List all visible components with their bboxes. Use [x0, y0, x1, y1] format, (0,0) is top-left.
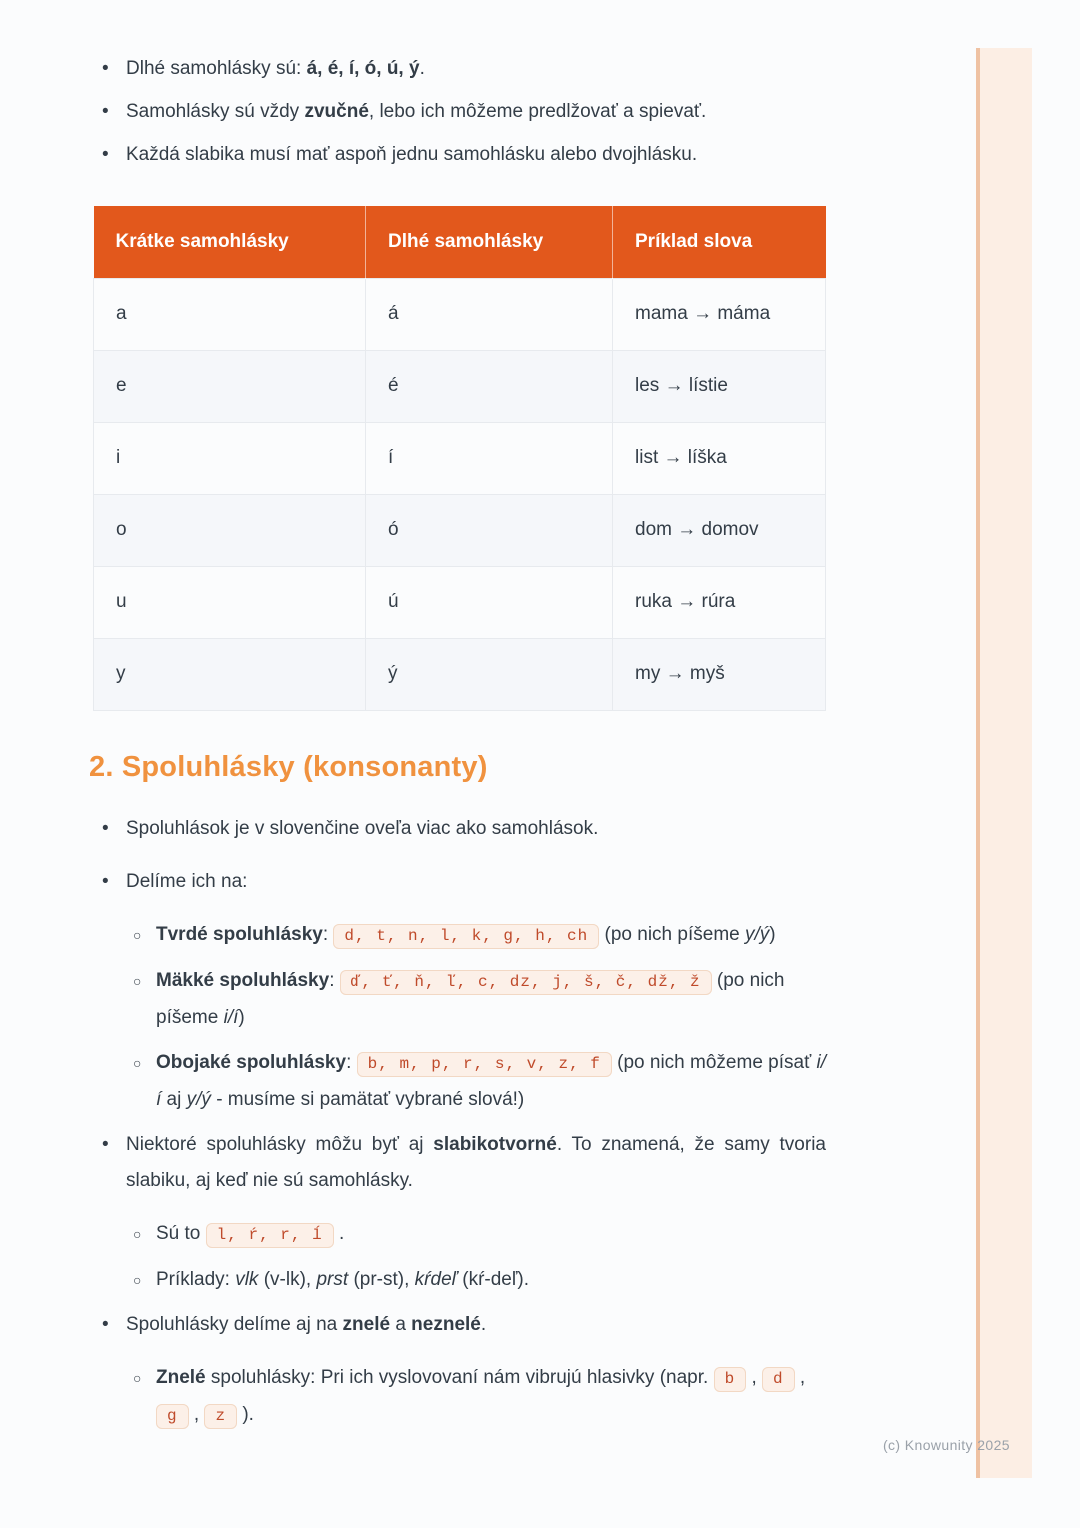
table-row: [94, 278, 826, 350]
vowel-table: [93, 206, 826, 711]
copyright-watermark: (c) Knowunity 2025: [882, 1437, 1010, 1453]
circle-bullet-icon: ○: [133, 1225, 142, 1242]
consonants-bullet-list: [93, 811, 826, 1434]
code-chip: d: [762, 1367, 795, 1392]
page-edge-strip: [976, 48, 1032, 1478]
bullet-text: Obojaké spoluhlásky: b, m, p, r, s, v, z, f (po nich môžeme písať i/í aj y/ý - musíme si pamätať vybrané slová!): [156, 1051, 826, 1110]
list-item: [93, 1307, 826, 1343]
list-item: [93, 1127, 826, 1199]
table-cell: ó: [366, 494, 613, 566]
table-header-cell: Príklad slova: [613, 206, 826, 278]
vowel-table-body: [94, 278, 826, 710]
table-row: [94, 566, 826, 638]
section-title: 2. Spoluhlásky (konsonanty): [89, 750, 488, 783]
list-item: [133, 1216, 826, 1253]
table-row: [94, 638, 826, 710]
table-header-row: [94, 206, 826, 278]
table-cell: dom → domov: [613, 494, 826, 566]
table-cell: ý: [366, 638, 613, 710]
code-chip: g: [156, 1404, 189, 1429]
table-cell: u: [94, 566, 366, 638]
table-cell: my → myš: [613, 638, 826, 710]
bullet-text: Sú to l, ŕ, r, ĺ .: [156, 1216, 826, 1253]
circle-bullet-icon: ○: [133, 926, 142, 943]
code-chip: ď, ť, ň, ľ, c, dz, j, š, č, dž, ž: [340, 970, 712, 995]
bullet-text: Spoluhlások je v slovenčine oveľa viac ako samohlások.: [126, 817, 599, 839]
table-cell: list → líška: [613, 422, 826, 494]
bullet-text: Tvrdé spoluhlásky: d, t, n, l, k, g, h, ch (po nich píšeme y/ý): [156, 917, 826, 954]
bullet-text: Samohlásky sú vždy zvučné, lebo ich môžeme predlžovať a spievať.: [126, 101, 707, 122]
code-chip: b, m, p, r, s, v, z, f: [357, 1052, 612, 1077]
circle-bullet-icon: ○: [133, 1271, 142, 1288]
table-cell: ruka → rúra: [613, 566, 826, 638]
page-content: [89, 0, 826, 1443]
circle-bullet-icon: ○: [133, 1369, 142, 1386]
bullet-icon: •: [102, 101, 109, 122]
list-item: [93, 56, 826, 82]
table-cell: les → lístie: [613, 350, 826, 422]
table-cell: á: [366, 278, 613, 350]
code-chip: z: [204, 1404, 237, 1429]
list-item: [133, 917, 826, 954]
intro-bullet-list: [93, 56, 826, 168]
list-item: [93, 99, 826, 125]
table-cell: ú: [366, 566, 613, 638]
bullet-text: Dlhé samohlásky sú: á, é, í, ó, ú, ý.: [126, 58, 425, 79]
bullet-icon: •: [102, 1133, 109, 1155]
table-cell: y: [94, 638, 366, 710]
list-item: [93, 864, 826, 900]
bullet-text: Spoluhlásky delíme aj na znelé a neznelé.: [126, 1313, 487, 1335]
bullet-icon: •: [102, 870, 109, 892]
table-header-cell: Dlhé samohlásky: [366, 206, 613, 278]
bullet-text: Mäkké spoluhlásky: ď, ť, ň, ľ, c, dz, j, š, č, dž, ž (po nich píšeme i/í): [156, 969, 785, 1028]
list-item: [133, 1360, 826, 1434]
code-chip: l, ŕ, r, ĺ: [206, 1223, 334, 1248]
list-item: [93, 142, 826, 168]
circle-bullet-icon: ○: [133, 1054, 142, 1071]
table-row: [94, 494, 826, 566]
bullet-icon: •: [102, 58, 109, 79]
circle-bullet-icon: ○: [133, 972, 142, 989]
table-row: [94, 422, 826, 494]
bullet-text: Niektoré spoluhlásky môžu byť aj slabikotvorné. To znamená, že samy tvoria slabiku, aj keď nie sú samohlásky.: [126, 1133, 826, 1191]
table-row: [94, 350, 826, 422]
table-cell: e: [94, 350, 366, 422]
table-cell: i: [94, 422, 366, 494]
bullet-icon: •: [102, 1313, 109, 1335]
bullet-icon: •: [102, 144, 109, 165]
bullet-text: Delíme ich na:: [126, 870, 248, 892]
bullet-text: Každá slabika musí mať aspoň jednu samohlásku alebo dvojhlásku.: [126, 144, 698, 165]
list-item: [133, 1262, 826, 1298]
list-item: [93, 811, 826, 847]
vowel-table-header: [94, 206, 826, 278]
table-cell: í: [366, 422, 613, 494]
table-cell: o: [94, 494, 366, 566]
code-chip: d, t, n, l, k, g, h, ch: [333, 924, 599, 949]
code-chip: b: [714, 1367, 747, 1392]
table-cell: é: [366, 350, 613, 422]
table-header-cell: Krátke samohlásky: [94, 206, 366, 278]
bullet-text: Znelé spoluhlásky: Pri ich vyslovovaní nám vibrujú hlasivky (napr. b , d , g , z ).: [156, 1360, 826, 1434]
list-item: [133, 1045, 826, 1118]
table-cell: a: [94, 278, 366, 350]
table-cell: mama → máma: [613, 278, 826, 350]
bullet-text: Príklady: vlk (v-lk), prst (pr-st), kŕdeľ (kŕ-deľ).: [156, 1268, 530, 1290]
list-item: [133, 963, 826, 1036]
bullet-icon: •: [102, 817, 109, 839]
